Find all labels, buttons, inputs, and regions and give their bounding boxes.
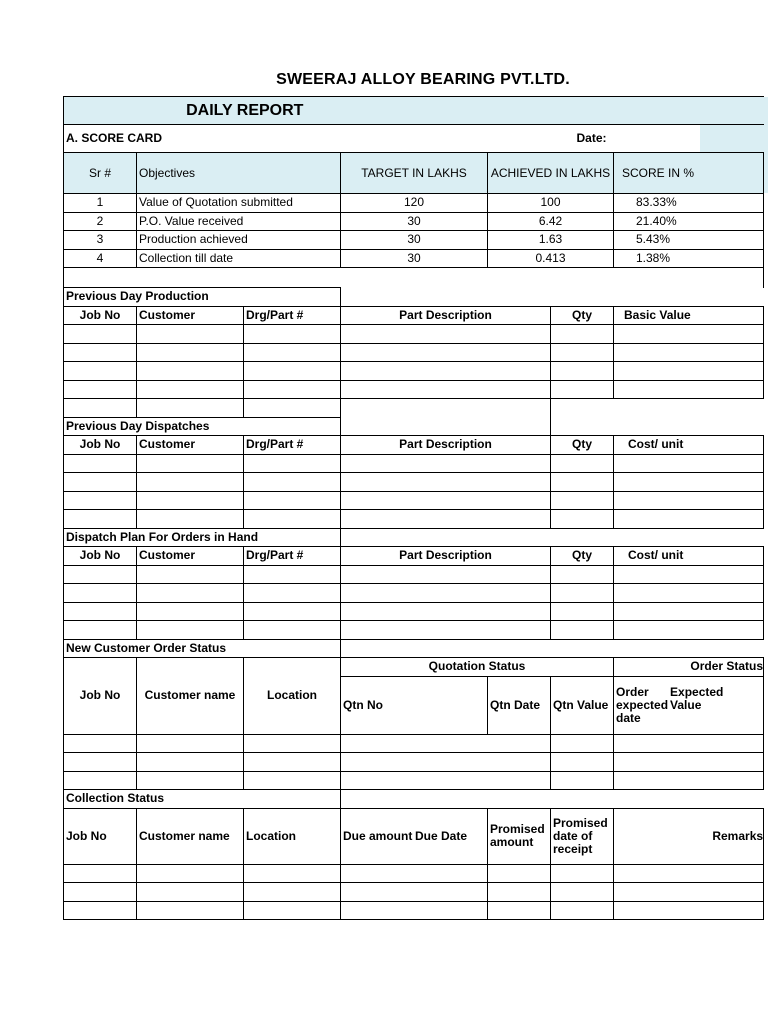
target-cell: 30 bbox=[341, 249, 488, 268]
header-due-amount: Due amount bbox=[343, 828, 413, 843]
order-status-label: Order Status bbox=[614, 658, 764, 677]
scorecard-label: A. SCORE CARD bbox=[64, 125, 244, 153]
header-customer-name: Customer name bbox=[137, 808, 244, 864]
new-customer-row bbox=[64, 753, 764, 772]
scorecard-row bbox=[64, 212, 764, 231]
header-customer: Customer bbox=[137, 547, 244, 566]
scorecard-header-row bbox=[64, 153, 764, 194]
header-remarks: Remarks bbox=[614, 808, 764, 864]
dispatch-plan-title: Dispatch Plan For Orders in Hand bbox=[64, 528, 341, 547]
dispatch-plan-row bbox=[64, 565, 764, 584]
header-objectives: Objectives bbox=[137, 153, 341, 194]
header-part-description: Part Description bbox=[341, 436, 551, 455]
header-job-no: Job No bbox=[64, 306, 137, 325]
date-label: Date: bbox=[576, 131, 607, 145]
scorecard-row bbox=[64, 231, 764, 250]
header-customer: Customer bbox=[137, 306, 244, 325]
achieved-cell: 1.63 bbox=[488, 231, 614, 250]
header-customer-name: Customer name bbox=[137, 658, 244, 735]
collection-row bbox=[64, 883, 764, 902]
dispatches-row bbox=[64, 473, 764, 492]
header-cost-unit: Cost/ unit bbox=[614, 547, 764, 566]
dispatch-plan-row bbox=[64, 621, 764, 640]
header-promised-date: Promised date of receipt bbox=[551, 808, 614, 864]
new-customer-title: New Customer Order Status bbox=[64, 639, 341, 658]
collection-header-row bbox=[64, 808, 764, 864]
score-cell: 5.43% bbox=[614, 231, 764, 250]
target-cell: 30 bbox=[341, 231, 488, 250]
header-job-no: Job No bbox=[64, 547, 137, 566]
report-grid bbox=[63, 96, 764, 920]
header-qty: Qty bbox=[551, 547, 614, 566]
achieved-cell: 100 bbox=[488, 194, 614, 213]
production-title-row bbox=[64, 288, 764, 307]
collection-due-cells bbox=[341, 808, 488, 864]
header-achieved: ACHIEVED IN LAKHS bbox=[488, 153, 614, 194]
dispatch-plan-row bbox=[64, 584, 764, 603]
spacer-row bbox=[64, 268, 764, 288]
dispatches-title: Previous Day Dispatches bbox=[64, 417, 341, 436]
collection-title: Collection Status bbox=[64, 790, 341, 809]
scorecard-label-row bbox=[64, 125, 764, 153]
collection-title-row bbox=[64, 790, 764, 809]
header-score: SCORE IN % bbox=[614, 153, 764, 194]
sr-cell: 4 bbox=[64, 249, 137, 268]
header-basic-value: Basic Value bbox=[614, 306, 764, 325]
dispatch-plan-row bbox=[64, 602, 764, 621]
target-cell: 30 bbox=[341, 212, 488, 231]
sr-cell: 3 bbox=[64, 231, 137, 250]
header-cost-unit: Cost/ unit bbox=[614, 436, 764, 455]
header-qty: Qty bbox=[551, 306, 614, 325]
header-location: Location bbox=[244, 658, 341, 735]
dispatches-row bbox=[64, 510, 764, 529]
sr-cell: 1 bbox=[64, 194, 137, 213]
header-due-date: Due Date bbox=[415, 828, 468, 843]
header-order-expected-date: Order expected date bbox=[616, 684, 669, 725]
company-name: SWEERAJ ALLOY BEARING PVT.LTD. bbox=[276, 71, 570, 88]
header-job-no: Job No bbox=[64, 436, 137, 455]
header-sr: Sr # bbox=[64, 153, 137, 194]
dispatches-header-row bbox=[64, 436, 764, 455]
target-cell: 120 bbox=[341, 194, 488, 213]
production-header-row bbox=[64, 306, 764, 325]
production-row bbox=[64, 362, 764, 381]
collection-row bbox=[64, 901, 764, 920]
scorecard-row bbox=[64, 249, 764, 268]
header-job-no: Job No bbox=[64, 658, 137, 735]
score-cell: 1.38% bbox=[614, 249, 764, 268]
order-status-subheaders bbox=[614, 676, 764, 734]
header-part-description: Part Description bbox=[341, 547, 551, 566]
objective-cell: P.O. Value received bbox=[137, 212, 341, 231]
header-qtn-no: Qtn No bbox=[341, 676, 488, 734]
dispatches-row bbox=[64, 491, 764, 510]
header-target: TARGET IN LAKHS bbox=[341, 153, 488, 194]
dispatches-row bbox=[64, 454, 764, 473]
production-title: Previous Day Production bbox=[64, 288, 341, 307]
header-part-description: Part Description bbox=[341, 306, 551, 325]
header-drg-part: Drg/Part # bbox=[244, 306, 341, 325]
production-row bbox=[64, 325, 764, 344]
dispatches-title-row bbox=[64, 417, 764, 436]
objective-cell: Value of Quotation submitted bbox=[137, 194, 341, 213]
header-expected-value: Expected Value bbox=[670, 684, 724, 712]
header-location: Location bbox=[244, 808, 341, 864]
quotation-status-label: Quotation Status bbox=[341, 658, 614, 677]
achieved-cell: 0.413 bbox=[488, 249, 614, 268]
production-row bbox=[64, 380, 764, 399]
header-qty: Qty bbox=[551, 436, 614, 455]
new-customer-row bbox=[64, 771, 764, 790]
new-customer-group-row bbox=[64, 658, 764, 677]
scorecard-row bbox=[64, 194, 764, 213]
achieved-cell: 6.42 bbox=[488, 212, 614, 231]
objective-cell: Collection till date bbox=[137, 249, 341, 268]
header-qtn-value: Qtn Value bbox=[551, 676, 614, 734]
report-title: DAILY REPORT bbox=[64, 97, 764, 125]
production-row bbox=[64, 343, 764, 362]
header-drg-part: Drg/Part # bbox=[244, 436, 341, 455]
dispatch-plan-title-row bbox=[64, 528, 764, 547]
header-qtn-date: Qtn Date bbox=[488, 676, 551, 734]
score-cell: 21.40% bbox=[614, 212, 764, 231]
title-row bbox=[64, 97, 764, 125]
collection-row bbox=[64, 864, 764, 883]
sr-cell: 2 bbox=[64, 212, 137, 231]
objective-cell: Production achieved bbox=[137, 231, 341, 250]
header-promised-amount: Promised amount bbox=[488, 808, 551, 864]
header-drg-part: Drg/Part # bbox=[244, 547, 341, 566]
header-customer: Customer bbox=[137, 436, 244, 455]
production-row bbox=[64, 399, 764, 418]
report-sheet bbox=[63, 96, 764, 951]
new-customer-row bbox=[64, 734, 764, 753]
new-customer-title-row bbox=[64, 639, 764, 658]
header-job-no: Job No bbox=[64, 808, 137, 864]
score-cell: 83.33% bbox=[614, 194, 764, 213]
dispatch-plan-header-row bbox=[64, 547, 764, 566]
